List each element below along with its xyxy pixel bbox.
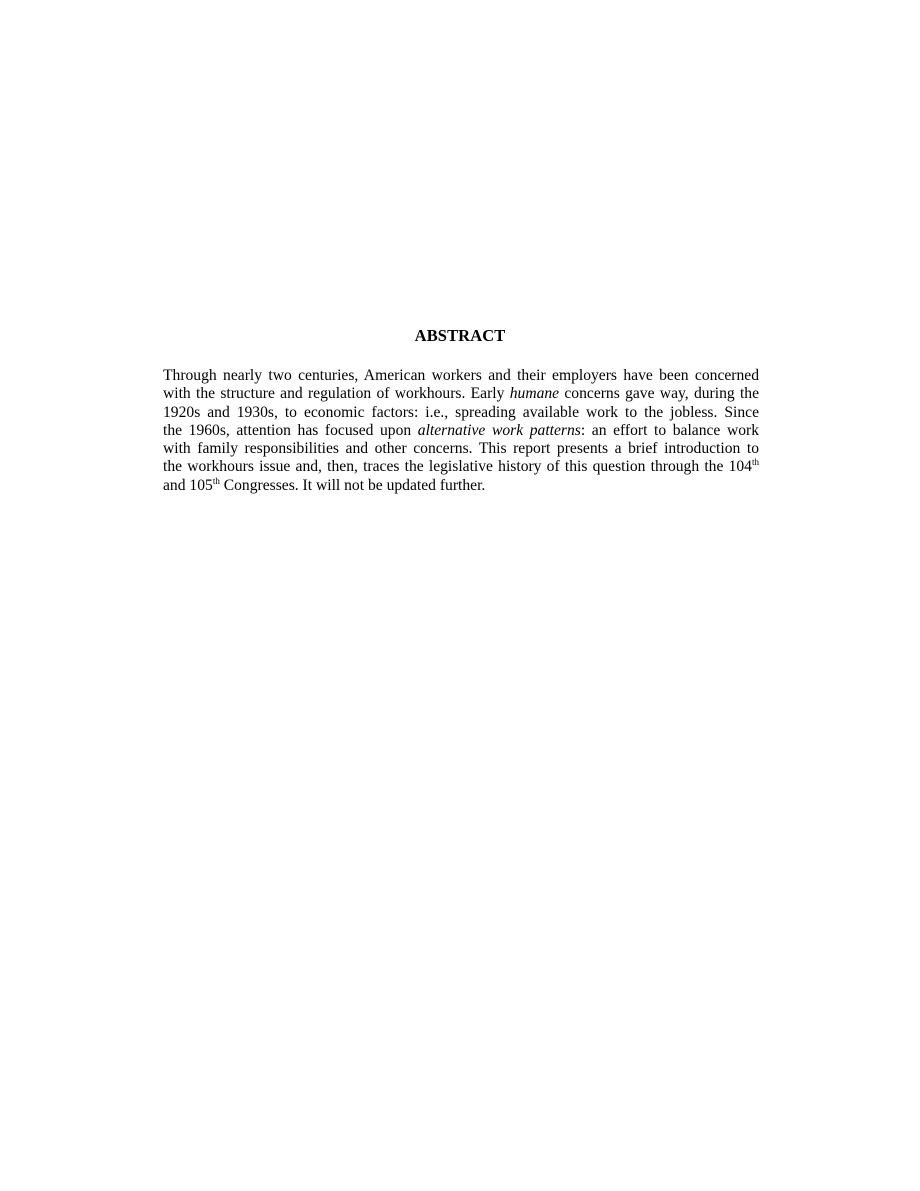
abstract-text: concerns gave way, during the — [559, 385, 760, 403]
abstract-text: with family responsibilities and other concerns. This report presents a brief introduction to — [163, 440, 759, 458]
emphasis-humane: humane — [509, 385, 560, 403]
abstract-text: the 1960s, attention has focused upon — [163, 421, 418, 439]
abstract-text: and 105 — [163, 476, 213, 494]
abstract-line-3 — [163, 404, 759, 422]
abstract-line-4 — [163, 422, 759, 440]
abstract-text: with the structure and regulation of workhours. Early — [163, 385, 510, 403]
abstract-text: Congresses. It will not be updated further. — [219, 476, 486, 494]
abstract-heading: ABSTRACT — [414, 326, 506, 345]
ordinal-suffix: th — [212, 475, 220, 486]
ordinal-suffix: th — [751, 457, 759, 468]
abstract-text: 1920s and 1930s, to economic factors: i.e., spreading available work to the jobless. Since — [163, 403, 759, 421]
abstract-line-2 — [163, 385, 759, 403]
abstract-body — [163, 367, 759, 495]
abstract-line-7 — [163, 477, 759, 495]
abstract-line-6 — [163, 458, 759, 476]
abstract-text: Through nearly two centuries, American workers and their employers have been concerned — [163, 367, 759, 384]
abstract-line-1 — [163, 367, 759, 385]
abstract-text: : an effort to balance work — [580, 421, 759, 439]
emphasis-alternative-work-patterns: alternative work patterns — [417, 421, 581, 439]
abstract-text: the workhours issue and, then, traces the legislative history of this question through the 104 — [163, 458, 752, 476]
abstract-line-5 — [163, 440, 759, 458]
